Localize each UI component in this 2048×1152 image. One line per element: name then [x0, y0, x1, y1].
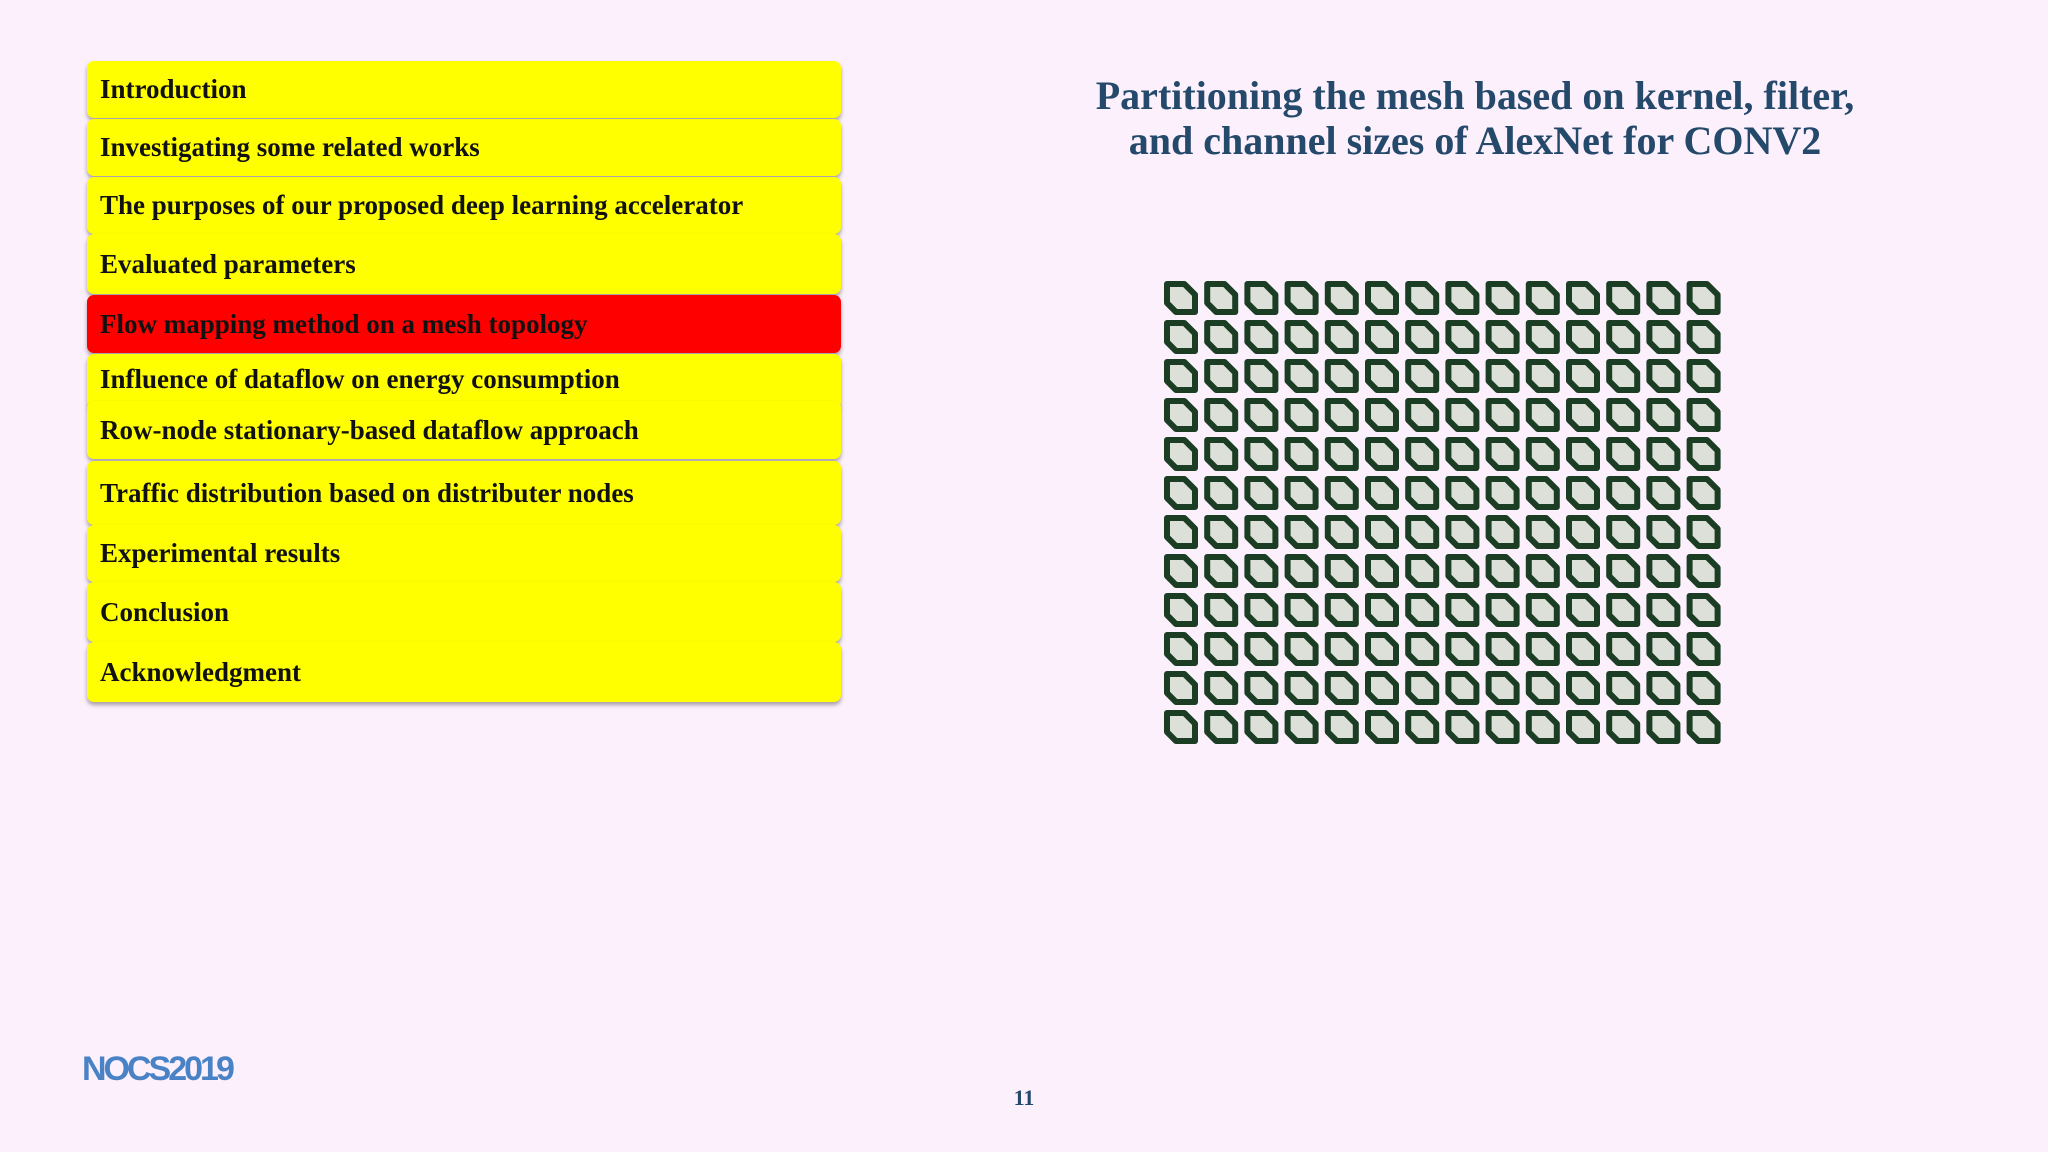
mesh-node-icon — [1569, 557, 1597, 585]
mesh-node-icon — [1489, 713, 1517, 741]
mesh-node-icon — [1448, 557, 1476, 585]
mesh-node-icon — [1649, 518, 1677, 546]
mesh-node-icon — [1569, 479, 1597, 507]
agenda-item[interactable] — [87, 177, 841, 234]
mesh-node-icon — [1368, 440, 1396, 468]
agenda-item-label: Traffic distribution based on distributer nodes — [100, 477, 634, 508]
slide-title-line-2: and channel sizes of AlexNet for CONV2 — [1128, 118, 1822, 163]
mesh-node-icon — [1489, 557, 1517, 585]
mesh-node-icon — [1247, 323, 1275, 351]
agenda-item-label: Row-node stationary-based dataflow approach — [100, 414, 639, 445]
mesh-node-icon — [1690, 362, 1718, 390]
mesh-node-icon — [1569, 713, 1597, 741]
mesh-node-icon — [1368, 557, 1396, 585]
mesh-node-icon — [1408, 479, 1436, 507]
mesh-node-icon — [1609, 284, 1637, 312]
mesh-node-icon — [1489, 479, 1517, 507]
mesh-node-icon — [1167, 596, 1195, 624]
mesh-node-icon — [1529, 557, 1557, 585]
mesh-node-icon — [1489, 596, 1517, 624]
agenda-item[interactable] — [87, 119, 841, 176]
mesh-node-icon — [1609, 635, 1637, 663]
mesh-node-icon — [1448, 713, 1476, 741]
agenda-item-label: Investigating some related works — [100, 132, 480, 162]
mesh-node-icon — [1328, 401, 1356, 429]
agenda-item-label: Evaluated parameters — [100, 248, 356, 279]
mesh-node-icon — [1408, 323, 1436, 351]
mesh-node-icon — [1408, 674, 1436, 702]
mesh-node-icon — [1609, 479, 1637, 507]
mesh-node-icon — [1448, 440, 1476, 468]
slide-title-line-1: Partitioning the mesh based on kernel, filter, — [1095, 73, 1855, 118]
mesh-node-icon — [1167, 284, 1195, 312]
mesh-node-icon — [1609, 440, 1637, 468]
mesh-node-icon — [1247, 479, 1275, 507]
slide-title — [1030, 73, 1920, 163]
mesh-node-icon — [1609, 518, 1637, 546]
mesh-node-icon — [1288, 401, 1316, 429]
mesh-node-icon — [1368, 518, 1396, 546]
mesh-node-icon — [1569, 674, 1597, 702]
page-number: 11 — [1013, 1085, 1035, 1110]
mesh-node-icon — [1448, 635, 1476, 663]
mesh-node-icon — [1207, 479, 1235, 507]
mesh-node-icon — [1247, 518, 1275, 546]
mesh-node-icon — [1167, 401, 1195, 429]
mesh-node-icon — [1609, 674, 1637, 702]
mesh-node-icon — [1247, 284, 1275, 312]
mesh-node-icon — [1649, 713, 1677, 741]
mesh-node-icon — [1247, 635, 1275, 663]
mesh-node-icon — [1328, 596, 1356, 624]
mesh-node-icon — [1489, 635, 1517, 663]
mesh-node-icon — [1690, 635, 1718, 663]
mesh-node-icon — [1529, 401, 1557, 429]
mesh-node-icon — [1448, 674, 1476, 702]
mesh-node-icon — [1408, 284, 1436, 312]
mesh-node-icon — [1529, 635, 1557, 663]
mesh-node-icon — [1649, 284, 1677, 312]
mesh-node-icon — [1690, 284, 1718, 312]
mesh-node-icon — [1690, 596, 1718, 624]
mesh-node-icon — [1288, 323, 1316, 351]
mesh-node-icon — [1207, 635, 1235, 663]
mesh-node-icon — [1167, 713, 1195, 741]
mesh-node-icon — [1408, 713, 1436, 741]
agenda-item-label: Conclusion — [100, 596, 230, 627]
nocs-logo: NOCS2019 — [82, 1050, 232, 1088]
mesh-node-icon — [1368, 323, 1396, 351]
agenda-item[interactable] — [87, 401, 841, 459]
mesh-node-icon — [1368, 713, 1396, 741]
mesh-node-icon — [1288, 635, 1316, 663]
mesh-node-icon — [1288, 362, 1316, 390]
mesh-node-icon — [1167, 362, 1195, 390]
mesh-node-icon — [1448, 284, 1476, 312]
mesh-node-icon — [1328, 362, 1356, 390]
mesh-node-icon — [1288, 596, 1316, 624]
mesh-node-icon — [1167, 479, 1195, 507]
mesh-node-icon — [1690, 401, 1718, 429]
mesh-node-icon — [1569, 401, 1597, 429]
mesh-node-icon — [1368, 635, 1396, 663]
mesh-node-icon — [1569, 362, 1597, 390]
agenda-item[interactable] — [87, 642, 841, 702]
mesh-node-icon — [1167, 518, 1195, 546]
mesh-node-icon — [1489, 674, 1517, 702]
mesh-node-icon — [1569, 323, 1597, 351]
mesh-node-icon — [1569, 635, 1597, 663]
mesh-node-icon — [1368, 674, 1396, 702]
mesh-node-icon — [1489, 284, 1517, 312]
mesh-node-icon — [1328, 557, 1356, 585]
mesh-node-icon — [1288, 479, 1316, 507]
mesh-node-icon — [1408, 518, 1436, 546]
mesh-node-icon — [1489, 401, 1517, 429]
mesh-node-icon — [1448, 323, 1476, 351]
mesh-node-icon — [1609, 596, 1637, 624]
mesh-node-icon — [1649, 362, 1677, 390]
mesh-node-icon — [1247, 440, 1275, 468]
mesh-node-icon — [1529, 323, 1557, 351]
mesh-node-icon — [1408, 440, 1436, 468]
mesh-node-icon — [1408, 362, 1436, 390]
mesh-node-icon — [1207, 674, 1235, 702]
mesh-node-icon — [1448, 479, 1476, 507]
mesh-node-icon — [1529, 284, 1557, 312]
mesh-node-icon — [1408, 635, 1436, 663]
mesh-node-icon — [1207, 557, 1235, 585]
mesh-node-icon — [1368, 362, 1396, 390]
mesh-node-icon — [1247, 401, 1275, 429]
agenda-item[interactable] — [87, 461, 841, 525]
mesh-node-icon — [1529, 479, 1557, 507]
mesh-node-icon — [1649, 440, 1677, 468]
mesh-node-icon — [1489, 362, 1517, 390]
agenda-item-label: Introduction — [100, 74, 247, 104]
mesh-node-icon — [1649, 635, 1677, 663]
agenda-item-label: Experimental results — [100, 538, 341, 568]
mesh-node-icon — [1368, 596, 1396, 624]
mesh-node-icon — [1649, 401, 1677, 429]
mesh-node-icon — [1207, 518, 1235, 546]
agenda-item-label: Influence of dataflow on energy consumption — [100, 364, 620, 394]
mesh-node-icon — [1247, 713, 1275, 741]
mesh-node-icon — [1569, 284, 1597, 312]
mesh-node-icon — [1247, 674, 1275, 702]
mesh-node-icon — [1690, 518, 1718, 546]
mesh-node-icon — [1649, 596, 1677, 624]
mesh-node-icon — [1649, 674, 1677, 702]
agenda-item[interactable] — [87, 234, 841, 294]
mesh-node-icon — [1609, 557, 1637, 585]
mesh-node-icon — [1328, 674, 1356, 702]
agenda-item[interactable] — [87, 61, 841, 118]
mesh-node-icon — [1448, 596, 1476, 624]
mesh-node-icon — [1448, 401, 1476, 429]
mesh-node-icon — [1288, 440, 1316, 468]
mesh-node-icon — [1288, 713, 1316, 741]
mesh-node-icon — [1408, 401, 1436, 429]
mesh-node-icon — [1328, 323, 1356, 351]
mesh-node-icon — [1368, 479, 1396, 507]
mesh-node-icon — [1328, 635, 1356, 663]
mesh-node-icon — [1448, 362, 1476, 390]
mesh-node-icon — [1609, 362, 1637, 390]
mesh-node-icon — [1649, 557, 1677, 585]
mesh-node-icon — [1690, 440, 1718, 468]
mesh-node-icon — [1609, 323, 1637, 351]
mesh-node-icon — [1690, 713, 1718, 741]
mesh-node-icon — [1368, 284, 1396, 312]
mesh-node-icon — [1288, 557, 1316, 585]
mesh-node-icon — [1288, 284, 1316, 312]
agenda-item-label: Acknowledgment — [100, 656, 301, 687]
mesh-node-icon — [1408, 596, 1436, 624]
mesh-node-icon — [1167, 674, 1195, 702]
mesh-node-icon — [1167, 323, 1195, 351]
mesh-node-icon — [1489, 323, 1517, 351]
mesh-node-icon — [1207, 401, 1235, 429]
mesh-node-icon — [1690, 557, 1718, 585]
mesh-node-icon — [1609, 713, 1637, 741]
mesh-node-icon — [1569, 596, 1597, 624]
mesh-node-icon — [1489, 518, 1517, 546]
mesh-node-icon — [1328, 713, 1356, 741]
agenda-item[interactable] — [87, 582, 841, 642]
mesh-node-icon — [1207, 596, 1235, 624]
mesh-node-icon — [1408, 557, 1436, 585]
mesh-node-icon — [1328, 440, 1356, 468]
agenda-item-label: The purposes of our proposed deep learning accelerator — [100, 190, 744, 220]
mesh-node-icon — [1167, 557, 1195, 585]
mesh-node-icon — [1328, 518, 1356, 546]
mesh-node-icon — [1207, 713, 1235, 741]
mesh-node-icon — [1649, 323, 1677, 351]
mesh-node-icon — [1529, 596, 1557, 624]
mesh-node-icon — [1529, 674, 1557, 702]
mesh-node-icon — [1207, 440, 1235, 468]
mesh-node-icon — [1609, 401, 1637, 429]
mesh-node-icon — [1247, 596, 1275, 624]
mesh-node-icon — [1489, 440, 1517, 468]
mesh-node-icon — [1207, 362, 1235, 390]
mesh-node-icon — [1368, 401, 1396, 429]
mesh-node-icon — [1328, 284, 1356, 312]
mesh-node-icon — [1167, 635, 1195, 663]
mesh-node-icon — [1569, 440, 1597, 468]
mesh-node-icon — [1690, 323, 1718, 351]
agenda-item[interactable] — [87, 525, 841, 582]
mesh-topology-diagram — [1163, 280, 1728, 750]
mesh-node-icon — [1247, 557, 1275, 585]
mesh-node-icon — [1288, 674, 1316, 702]
mesh-node-icon — [1247, 362, 1275, 390]
mesh-node-icon — [1529, 440, 1557, 468]
mesh-node-icon — [1569, 518, 1597, 546]
mesh-node-icon — [1529, 713, 1557, 741]
mesh-node-icon — [1690, 674, 1718, 702]
mesh-node-icon — [1207, 323, 1235, 351]
mesh-node-icon — [1690, 479, 1718, 507]
mesh-node-icon — [1529, 362, 1557, 390]
mesh-node-icon — [1448, 518, 1476, 546]
mesh-node-icon — [1167, 440, 1195, 468]
mesh-node-icon — [1649, 479, 1677, 507]
mesh-node-icon — [1288, 518, 1316, 546]
mesh-node-icon — [1207, 284, 1235, 312]
mesh-node-icon — [1328, 479, 1356, 507]
agenda-item[interactable] — [87, 295, 841, 353]
mesh-node-icon — [1529, 518, 1557, 546]
agenda-item-label: Flow mapping method on a mesh topology — [100, 308, 588, 339]
